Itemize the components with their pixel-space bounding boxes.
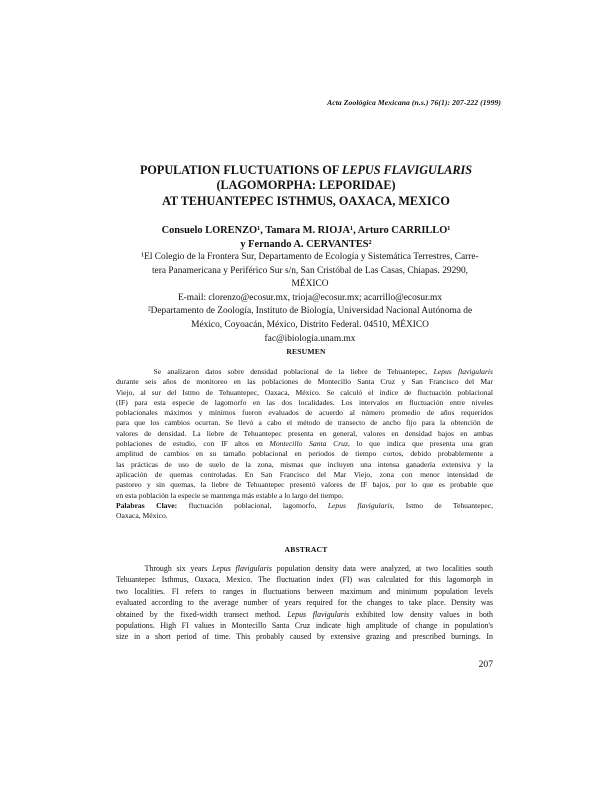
author-list (100, 224, 512, 253)
abstract-line: two localities. FI refers to ranges in fluctuations between maximum and minimum population levels (116, 586, 493, 596)
title-line: POPULATION FLUCTUATIONS OF LEPUS FLAVIGULARIS (139, 163, 473, 177)
email-line: E-mail: clorenzo@ecosur.mx, trioja@ecosur.mx; acarrillo@ecosur.mx (177, 292, 443, 303)
title-line: AT TEHUANTEPEC ISTHMUS, OAXACA, MEXICO (162, 193, 450, 208)
abstract-body (116, 563, 493, 643)
abstract-line: evaluated according to the average number of years required for the changes to take place. Density was (116, 598, 493, 608)
resumen-line: pastoreo y sin quemas, la liebre de Tehuantepec presentó valores de IF bajos, por lo que es probable que (116, 480, 493, 490)
article-title (100, 163, 512, 209)
resumen-line: en esta población la especie se mantenga más estable a lo largo del tiempo. (116, 490, 344, 500)
resumen-line: para que los cambios ocurran. Se llevó a cabo el método de transecto de ancho fijo para la obtención de (116, 418, 493, 428)
resumen-line: amplitud de cambios en su tamaño poblacional en periodos de tiempo cortos, debido probablemente a (116, 449, 493, 459)
abstract-line: populations. High FI values in Montecillo Santa Cruz indicate high amplitude of change in population's (116, 621, 493, 631)
abstract-line: size in a short period of time. This probably caused by extensive grazing and prescribed burnings. In (116, 632, 493, 642)
resumen-line: (IF) para esta especie de lagomorfo en las dos localidades. Los intervalos en fluctuación entre niveles (116, 397, 493, 407)
abstract-heading: ABSTRACT (284, 545, 328, 554)
affiliation-line: tera Panamericana y Periférico Sur s/n, San Cristóbal de Las Casas, Chiapas. 29290, (151, 265, 469, 276)
resumen-line: aplicación de quemas controladas. En San Francisco del Mar Viejo, zona con menor intensidad de (116, 469, 493, 479)
affiliation-line: México, Coyoacán, México, Distrito Federal. 04510, MÉXICO (191, 319, 429, 330)
resumen-line: poblaciones de estudio, con IF altos en Montecillo Santa Cruz, lo que indica que presenta una gran (116, 439, 493, 449)
resumen-body (116, 367, 493, 521)
affiliation-line: ¹El Colegio de la Frontera Sur, Departamento de Ecología y Sistemática Terrestres, Carre- (141, 252, 479, 262)
resumen-line: valores de densidad. La liebre de Tehuantepec presenta en general, valores en densidad bajos en ambas (116, 428, 493, 438)
keywords-line: Oaxaca, México. (116, 511, 168, 521)
author-line: y Fernando A. CERVANTES² (240, 239, 372, 251)
affiliation-line: MÉXICO (291, 279, 329, 290)
resumen-line: Viejo, al sur del Istmo de Tehuantepec, Oaxaca, México. Se calculó el índice de fluctuación poblacional (116, 387, 493, 397)
resumen-line: las prácticas de uso de suelo de la zona, mismas que incluyen una intensa ganadería extensiva y la (116, 459, 493, 469)
title-line: (LAGOMORPHA: LEPORIDAE) (216, 178, 396, 193)
page-number: 207 (478, 659, 493, 670)
abstract-line: Tehuantepec Isthmus, Oaxaca, Mexico. The fluctuation index (FI) was calculated for this lagomorph in (116, 575, 493, 585)
affiliations (128, 251, 492, 346)
journal-citation: Acta Zoológica Mexicana (n.s.) 76(1): 207-222 (1999) (327, 98, 501, 107)
resumen-line: Se analizaron datos sobre densidad poblacional de la liebre de Tehuantepec, Lepus flavigularis (116, 367, 493, 376)
resumen-heading: RESUMEN (286, 347, 326, 356)
resumen-line: durante seis años de monitoreo en las poblaciones de Montecillo Santa Cruz y San Francisco del Mar (116, 377, 493, 387)
title-species-name: LEPUS FLAVIGULARIS (341, 163, 473, 177)
email-line: fac@ibiologia.unam.mx (264, 333, 356, 344)
abstract-line: obtained by the fixed-width transect method. Lepus flavigularis exhibited low density values in both (116, 609, 493, 619)
resumen-line: poblacionales máximos y mínimos fueron evaluados de acuerdo al número promedio de años requeridos (116, 408, 493, 418)
author-line: Consuelo LORENZO¹, Tamara M. RIOJA¹, Arturo CARRILLO¹ (161, 225, 451, 236)
keywords-line: Palabras Clave: fluctuación poblacional, lagomorfo, Lepus flavigularis, Istmo de Tehuantepec, (116, 500, 494, 510)
abstract-line: Through six years Lepus flavigularis population density data were analyzed, at two localities south (116, 564, 493, 573)
affiliation-line: ²Departamento de Zoología, Instituto de Biología, Universidad Nacional Autónoma de (147, 306, 473, 317)
